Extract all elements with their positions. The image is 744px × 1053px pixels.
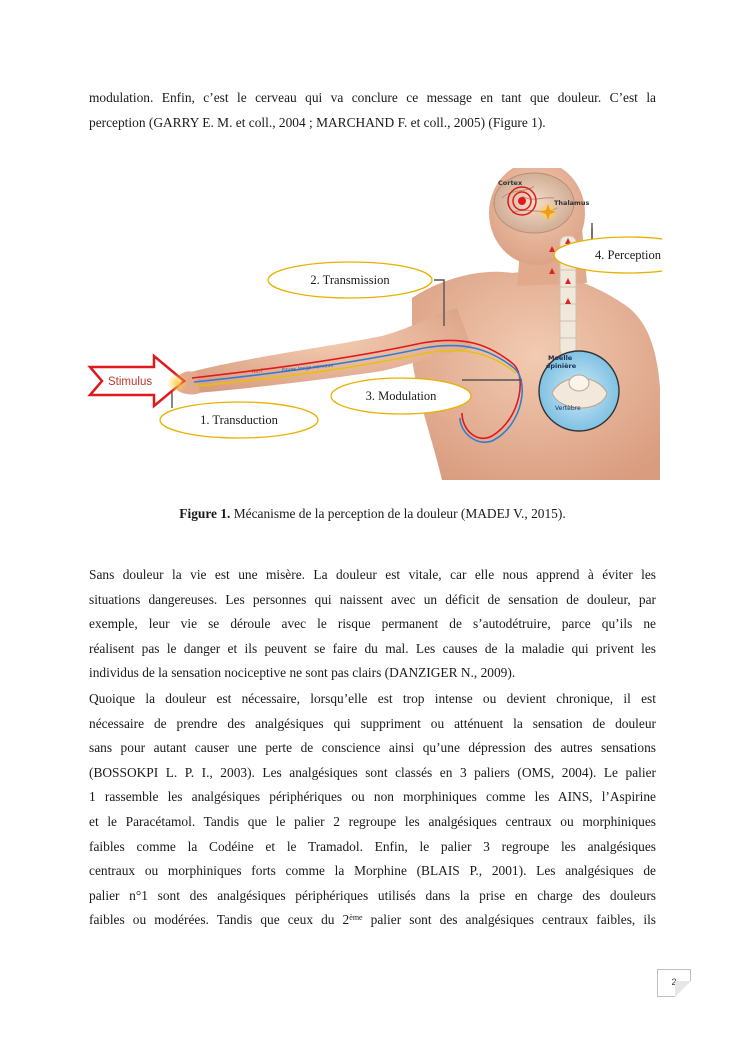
text-line: Quoique la douleur est nécessaire, lorsqu’elle est trop intense ou devient chronique, il est <box>89 691 656 706</box>
epiniere-label: épinière <box>546 362 577 370</box>
text-line: situations dangereuses. Les personnes qui naissent avec un déficit de sensation de douleur, par <box>89 591 656 607</box>
label-modulation <box>331 378 471 414</box>
text-fragment: faibles ou modérées. Tandis que ceux du 2 <box>89 912 350 928</box>
svg-text:1. Transduction: 1. Transduction <box>200 413 278 427</box>
paragraph-analgesiques <box>89 687 656 933</box>
text-line: modulation. Enfin, c’est le cerveau qui va conclure ce message en tant que douleur. C’est la <box>89 90 656 105</box>
text-line: 1 rassemble les analgésiques périphériques ou non morphiniques comme les AINS, l’Aspirine <box>89 789 656 805</box>
caption-label: Figure 1. <box>179 506 231 521</box>
thalamus-label: Thalamus <box>554 199 590 207</box>
text-line: sans pour autant causer une perte de conscience ainsi qu’une dépression des autres sensations <box>89 740 656 756</box>
moelle-label: Moelle <box>548 354 573 362</box>
paragraph-intro <box>89 86 656 135</box>
cortex-label: Cortex <box>498 179 523 187</box>
caption-text: Mécanisme de la perception de la douleur (MADEJ V., 2015). <box>230 506 566 521</box>
paragraph-douleur-vitale <box>89 563 656 686</box>
page-number-box <box>657 969 691 997</box>
text-line: individus de la sensation nociceptive ne sont pas clairs (DANZIGER N., 2009). <box>89 665 516 681</box>
page-fold-icon <box>675 981 691 997</box>
text-line: réalisent pas le danger et ils peuvent se faire du mal. Les causes de la maladie qui privent les <box>89 640 656 656</box>
svg-text:4. Perception: 4. Perception <box>595 248 661 262</box>
label-transduction <box>160 402 318 438</box>
page-number: 2 <box>671 977 677 987</box>
nerve-label-1: Nerf <box>251 367 263 375</box>
text-line: et le Paracétamol. Tandis que le palier 2 regroupe les analgésiques centraux ou morphiniques <box>89 813 656 829</box>
svg-text:3. Modulation: 3. Modulation <box>365 389 437 403</box>
pain-mechanism-figure <box>82 168 662 480</box>
svg-text:2. Transmission: 2. Transmission <box>310 273 390 287</box>
figure-caption <box>89 505 656 523</box>
text-line: exemple, leur vie se déroule avec le risque permanent de s’autodétruire, parce qu’ils ne <box>89 616 656 632</box>
text-line: Sans douleur la vie est une misère. La douleur est vitale, car elle nous apprend à éviter les <box>89 567 656 582</box>
stimulus-label: Stimulus <box>108 376 153 388</box>
text-line: palier n°1 sont des analgésiques périphériques utilisés dans la prise en charge des douleurs <box>89 887 656 903</box>
text-line: (BOSSOKPI L. P. I., 2003). Les analgésiques sont classés en 3 paliers (OMS, 2004). Le palier <box>89 764 656 780</box>
text-line-last <box>89 908 656 933</box>
torso-illustration <box>412 272 660 480</box>
text-line: nécessaire de prendre des analgésiques qui suppriment ou atténuent la sensation de douleur <box>89 715 656 731</box>
vertebre-label: Vertèbre <box>555 405 581 412</box>
superscript: ème <box>349 913 363 923</box>
label-transmission <box>268 262 432 298</box>
text-line: faibles comme la Codéine et le Tramadol. Enfin, le palier 3 regroupe les analgésiques <box>89 838 656 854</box>
text-line: perception (GARRY E. M. et coll., 2004 ; MARCHAND F. et coll., 2005) (Figure 1). <box>89 114 546 130</box>
text-fragment: palier sont des analgésiques centraux faibles, ils <box>362 912 657 928</box>
text-line: centraux ou morphiniques forts comme la Morphine (BLAIS P., 2001). Les analgésiques de <box>89 863 656 879</box>
nerve-label-2: Fibres longs nerveux <box>281 362 334 374</box>
